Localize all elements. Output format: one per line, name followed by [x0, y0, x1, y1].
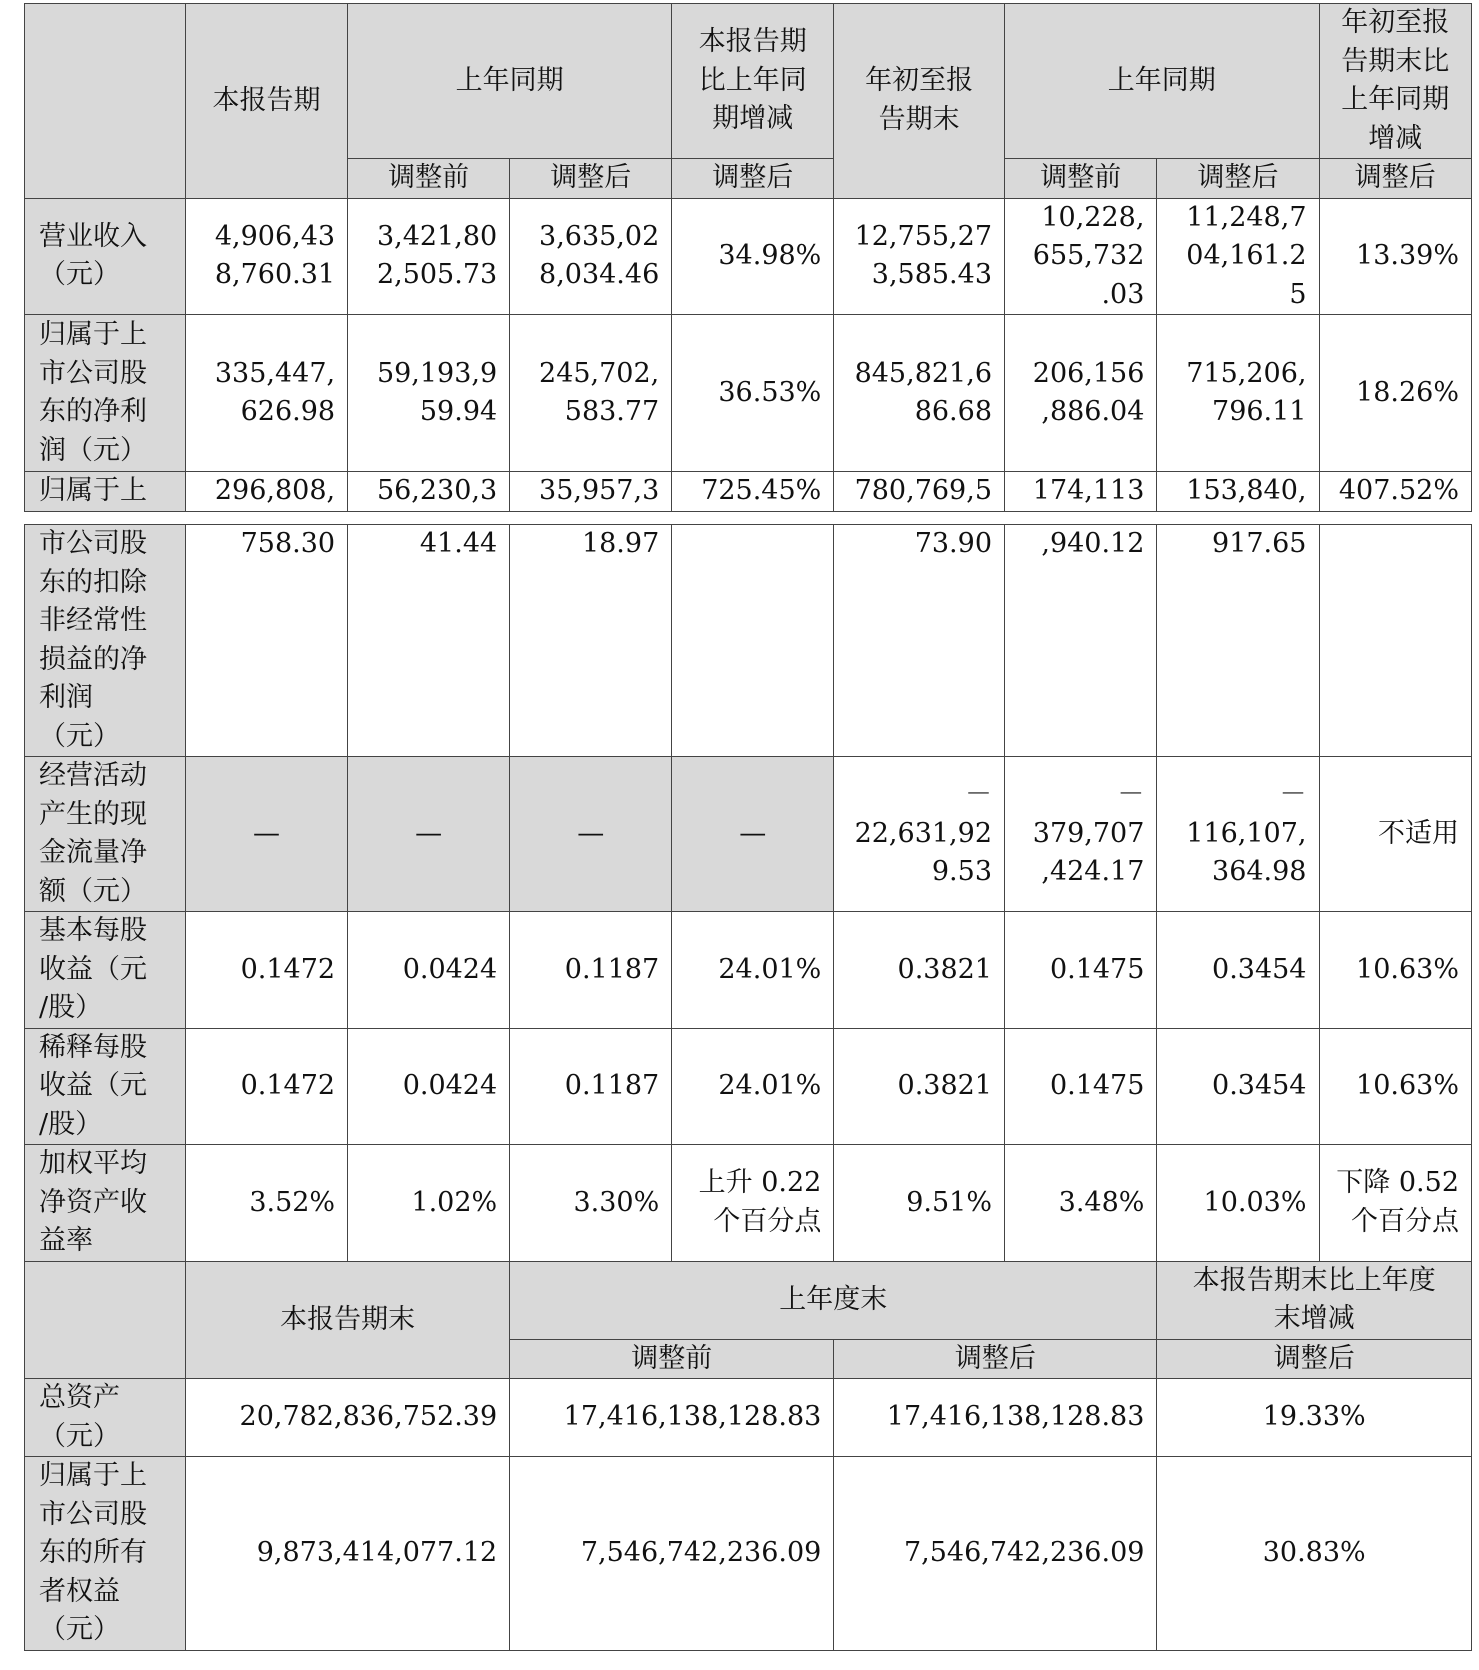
table-cell: 206,156 ,886.04: [1005, 315, 1157, 472]
table-cell: 59,193,9 59.94: [348, 315, 510, 472]
table-cell: 30.83%: [1157, 1457, 1472, 1651]
table-cell: 3,635,02 8,034.46: [510, 198, 672, 315]
header-change: 本报告期末比上年度 末增减: [1157, 1261, 1472, 1339]
table-cell: 245,702, 583.77: [510, 315, 672, 472]
table-cell: —: [186, 757, 348, 912]
table-row: [25, 757, 1472, 912]
header-after-adjust: 调整后: [1157, 1339, 1472, 1379]
table-cell: 24.01%: [672, 1028, 834, 1145]
header-prior-year-end: 上年度末: [510, 1261, 1157, 1339]
table-cell: 3.30%: [510, 1145, 672, 1262]
header-period-end: 本报告期末: [186, 1261, 510, 1379]
table-row: [25, 525, 1472, 757]
row-label: 营业收入 （元）: [25, 198, 186, 315]
table-cell: 1.02%: [348, 1145, 510, 1262]
table-cell: 0.0424: [348, 912, 510, 1029]
table-cell: 35,957,3: [510, 472, 672, 512]
table-cell: 36.53%: [672, 315, 834, 472]
table-cell: 335,447, 626.98: [186, 315, 348, 472]
table-cell: 56,230,3: [348, 472, 510, 512]
table-cell: [672, 525, 834, 757]
table-cell: 780,769,5: [834, 472, 1005, 512]
table-cell: 24.01%: [672, 912, 834, 1029]
table-cell: 10.63%: [1319, 1028, 1472, 1145]
table-row: [25, 472, 1472, 512]
table-cell: 7,546,742,236.09: [834, 1457, 1157, 1651]
table-cell: —: [672, 757, 834, 912]
table-cell: 73.90: [834, 525, 1005, 757]
table-cell: 0.1187: [510, 912, 672, 1029]
table-cell: 3,421,80 2,505.73: [348, 198, 510, 315]
header-ytd: 年初至报 告期末: [834, 4, 1005, 199]
balance-header-corner: [25, 1261, 186, 1379]
table-cell: 3.48%: [1005, 1145, 1157, 1262]
header-before-adjust: 调整前: [348, 159, 510, 199]
header-before-adjust: 调整前: [1005, 159, 1157, 199]
table-cell: － 116,107, 364.98: [1157, 757, 1319, 912]
financial-table-part-2: [24, 524, 1472, 1651]
row-label: 基本每股 收益（元 /股）: [25, 912, 186, 1029]
table-cell: 0.3454: [1157, 1028, 1319, 1145]
table-cell: ,940.12: [1005, 525, 1157, 757]
table-cell: 41.44: [348, 525, 510, 757]
table-cell: 17,416,138,128.83: [834, 1379, 1157, 1457]
row-label: 加权平均 净资产收 益率: [25, 1145, 186, 1262]
table-cell: 4,906,43 8,760.31: [186, 198, 348, 315]
header-current-period: 本报告期: [186, 4, 348, 199]
table-row: [25, 912, 1472, 1029]
table-cell: 17,416,138,128.83: [510, 1379, 834, 1457]
financial-table-part-1: [24, 3, 1472, 512]
table-cell: 715,206, 796.11: [1157, 315, 1319, 472]
table-cell: 9.51%: [834, 1145, 1005, 1262]
header-after-adjust: 调整后: [672, 159, 834, 199]
header-current-vs-prior: 本报告期 比上年同 期增减: [672, 4, 834, 159]
table-cell: 10.63%: [1319, 912, 1472, 1029]
table-cell: 9,873,414,077.12: [186, 1457, 510, 1651]
table-cell: 上升 0.22 个百分点: [672, 1145, 834, 1262]
header-after-adjust: 调整后: [510, 159, 672, 199]
header-before-adjust: 调整前: [510, 1339, 834, 1379]
table-cell: － 379,707 ,424.17: [1005, 757, 1157, 912]
table-cell: 917.65: [1157, 525, 1319, 757]
table-cell: 10.03%: [1157, 1145, 1319, 1262]
table-cell: —: [510, 757, 672, 912]
table-cell: 0.1475: [1005, 912, 1157, 1029]
header-prior-same-period: 上年同期: [348, 4, 672, 159]
table-row: [25, 1379, 1472, 1457]
table-row: [25, 1145, 1472, 1262]
table-cell: 10,228, 655,732 .03: [1005, 198, 1157, 315]
row-label: 归属于上: [25, 472, 186, 512]
table-cell: 34.98%: [672, 198, 834, 315]
table-cell: —: [348, 757, 510, 912]
table-cell: 0.3454: [1157, 912, 1319, 1029]
table-cell: 13.39%: [1319, 198, 1472, 315]
table-row: [25, 315, 1472, 472]
table-cell: 3.52%: [186, 1145, 348, 1262]
table-cell: 不适用: [1319, 757, 1472, 912]
table-cell: 0.1475: [1005, 1028, 1157, 1145]
table-cell: 7,546,742,236.09: [510, 1457, 834, 1651]
header-prior-same-period-2: 上年同期: [1005, 4, 1320, 159]
table-cell: 0.3821: [834, 1028, 1005, 1145]
table-cell: 0.1187: [510, 1028, 672, 1145]
table-cell: 12,755,27 3,585.43: [834, 198, 1005, 315]
table-cell: 407.52%: [1319, 472, 1472, 512]
table-row: [25, 1457, 1472, 1651]
table-cell: 758.30: [186, 525, 348, 757]
table-cell: 11,248,7 04,161.2 5: [1157, 198, 1319, 315]
table-cell: 845,821,6 86.68: [834, 315, 1005, 472]
table-cell: 174,113: [1005, 472, 1157, 512]
row-label: 总资产 （元）: [25, 1379, 186, 1457]
header-after-adjust: 调整后: [1157, 159, 1319, 199]
header-after-adjust: 调整后: [834, 1339, 1157, 1379]
table-cell: 296,808,: [186, 472, 348, 512]
table-cell: 0.0424: [348, 1028, 510, 1145]
table-row: [25, 198, 1472, 315]
table-cell: 725.45%: [672, 472, 834, 512]
row-label: 归属于上 市公司股 东的所有 者权益 （元）: [25, 1457, 186, 1651]
header-after-adjust: 调整后: [1319, 159, 1472, 199]
table-cell: 153,840,: [1157, 472, 1319, 512]
table-cell: － 22,631,92 9.53: [834, 757, 1005, 912]
table-cell: 18.26%: [1319, 315, 1472, 472]
header-ytd-vs-prior: 年初至报 告期末比 上年同期 增减: [1319, 4, 1472, 159]
row-label: 市公司股 东的扣除 非经常性 损益的净 利润 （元）: [25, 525, 186, 757]
row-label: 稀释每股 收益（元 /股）: [25, 1028, 186, 1145]
row-label: 经营活动 产生的现 金流量净 额（元）: [25, 757, 186, 912]
table-cell: 18.97: [510, 525, 672, 757]
table-cell: 20,782,836,752.39: [186, 1379, 510, 1457]
table-row: [25, 1028, 1472, 1145]
table-cell: 下降 0.52 个百分点: [1319, 1145, 1472, 1262]
table-cell: 0.1472: [186, 912, 348, 1029]
header-corner: [25, 4, 186, 199]
table-cell: 0.1472: [186, 1028, 348, 1145]
table-cell: [1319, 525, 1472, 757]
table-cell: 0.3821: [834, 912, 1005, 1029]
table-cell: 19.33%: [1157, 1379, 1472, 1457]
row-label: 归属于上 市公司股 东的净利 润（元）: [25, 315, 186, 472]
